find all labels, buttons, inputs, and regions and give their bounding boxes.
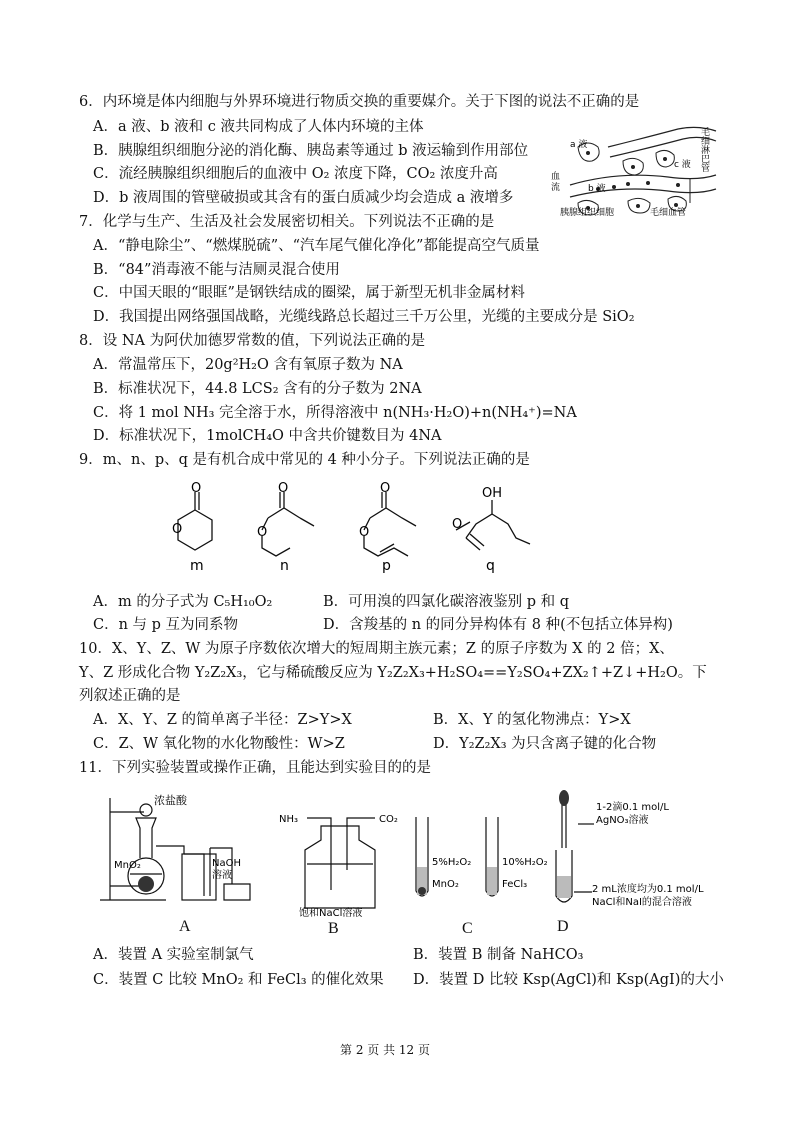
q9-structures: [150, 480, 550, 572]
label-b-fluid: b 液: [588, 184, 606, 194]
nh3-label: NH₃: [279, 814, 299, 825]
nacl-nai-mixture-label: NaCl和NaI的混合溶液: [592, 897, 692, 908]
agno3-drops-label: 1-2滴0.1 mol/L: [596, 802, 669, 813]
q11-option-c: C．装置 C 比较 MnO₂ 和 FeCl₃ 的催化效果: [93, 972, 384, 988]
fecl3-label: FeCl₃: [502, 879, 528, 890]
label-a-fluid: a 液: [570, 140, 588, 150]
q8-stem: 8．设 NA 为阿伏加德罗常数的值，下列说法正确的是: [79, 333, 426, 349]
conc-hcl-label: 浓盐酸: [154, 794, 187, 807]
q11-option-a: A．装置 A 实验室制氯气: [93, 947, 254, 963]
q9-option-b: B．可用溴的四氯化碳溶液鉴别 p 和 q: [323, 594, 570, 610]
label-q: q: [486, 558, 495, 574]
q6-stem: 6．内环境是体内细胞与外界环境进行物质交换的重要媒介。关于下图的说法不正确的是: [79, 94, 640, 110]
n-carbonyl-o: O: [278, 481, 289, 496]
nacl-solution-label: 饱和NaCl溶液: [299, 908, 363, 919]
naoh-solution-label: 溶液: [212, 870, 232, 881]
p-ester-o: O: [359, 525, 370, 540]
q8-option-a: A．常温常压下，20g²H₂O 含有氧原子数为 NA: [93, 357, 403, 373]
q10-option-d: D．Y₂Z₂X₃ 为只含离子键的化合物: [433, 736, 657, 752]
apparatus-a: [96, 788, 276, 908]
mno2-label: MnO₂: [114, 860, 141, 871]
q9-option-c: C．n 与 p 互为同系物: [93, 617, 239, 633]
apparatus-b-label: B: [328, 920, 339, 937]
q8-option-c: C．将 1 mol NH₃ 完全溶于水，所得溶液中 n(NH₃·H₂O)+n(NH₄⁺)=NA: [93, 405, 577, 421]
label-blood-2: 流: [551, 183, 561, 193]
q11-option-d: D．装置 D 比较 Ksp(AgCl)和 Ksp(AgI)的大小: [413, 972, 724, 988]
q10-option-c: C．Z、W 氧化物的水化物酸性：W>Z: [93, 736, 345, 752]
label-m: m: [190, 558, 204, 574]
apparatus-c: [408, 815, 548, 905]
q9-option-d: D．含羧基的 n 的同分异构体有 8 种(不包括立体异构): [323, 617, 673, 633]
apparatus-b: [275, 800, 405, 918]
q9-option-a: A．m 的分子式为 C₅H₁₀O₂: [93, 594, 273, 610]
naoh-label: NaOH: [212, 858, 241, 869]
label-lymph-vessel: 毛细淋巴管: [699, 127, 709, 172]
q7-option-b: B．“84”消毒液不能与洁厕灵混合使用: [93, 262, 340, 278]
q10-line-3: 列叙述正确的是: [79, 688, 181, 704]
q-hydroxyl: OH: [482, 486, 503, 501]
q6-option-c: C．流经胰腺组织细胞后的血液中 O₂ 浓度下降，CO₂ 浓度升高: [93, 166, 498, 182]
q11-stem: 11．下列实验装置或操作正确，且能达到实验目的的是: [79, 760, 431, 776]
q10-option-a: A．X、Y、Z 的简单离子半径：Z>Y>X: [93, 712, 352, 728]
q8-option-d: D．标准状况下，1molCH₄O 中含共价键数目为 4NA: [93, 428, 442, 444]
q7-option-c: C．中国天眼的“眼眶”是钢铁结成的圈梁，属于新型无机非金属材料: [93, 285, 525, 301]
mixture-conc-label: 2 mL浓度均为0.1 mol/L: [592, 884, 704, 895]
p-carbonyl-o: O: [380, 481, 391, 496]
q9-stem: 9．m、n、p、q 是有机合成中常见的 4 种小分子。下列说法正确的是: [79, 452, 530, 468]
co2-label: CO₂: [379, 814, 398, 825]
q7-option-a: A．“静电除尘”、“燃煤脱硫”、“汽车尾气催化净化”都能提高空气质量: [93, 238, 540, 254]
n-ester-o: O: [257, 525, 268, 540]
q6-option-a: A．a 液、b 液和 c 液共同构成了人体内环境的主体: [93, 119, 424, 135]
apparatus-c-label: C: [462, 920, 473, 937]
q6-tissue-diagram: [548, 117, 718, 217]
apparatus-d-label: D: [557, 918, 569, 935]
label-p: p: [382, 558, 391, 574]
q10-line-1: 10．X、Y、Z、W 为原子序数依次增大的短周期主族元素；Z 的原子序数为 X 的 2 倍；X、: [79, 641, 674, 657]
m-ring-o: O: [172, 522, 183, 537]
q10-line-2: Y、Z 形成化合物 Y₂Z₂X₃，它与稀硫酸反应为 Y₂Z₂X₃+H₂SO₄==Y₂SO₄+ZX₂↑+Z↓+H₂O。下: [79, 665, 707, 681]
label-pancreatic-cell: 胰腺组织细胞: [560, 208, 615, 218]
label-capillary: 毛细血管: [650, 208, 687, 218]
q6-option-b: B．胰腺组织细胞分泌的消化酶、胰岛素等通过 b 液运输到作用部位: [93, 143, 529, 159]
label-c-fluid: c 液: [674, 160, 691, 170]
q8-option-b: B．标准状况下，44.8 LCS₂ 含有的分子数为 2NA: [93, 381, 422, 397]
apparatus-d: [548, 788, 728, 910]
q-carbonyl-o: O: [452, 517, 463, 532]
q6-option-d: D．b 液周围的管壁破损或其含有的蛋白质减少均会造成 a 液增多: [93, 190, 514, 206]
q11-option-b: B．装置 B 制备 NaHCO₃: [413, 947, 584, 963]
q10-option-b: B．X、Y 的氢化物沸点：Y>X: [433, 712, 631, 728]
mno2-c-label: MnO₂: [432, 879, 459, 890]
agno3-solution-label: AgNO₃溶液: [596, 815, 649, 826]
page-footer: 第 2 页 共 12 页: [340, 1043, 430, 1057]
m-carbonyl-o: O: [191, 481, 202, 496]
h2o2-10-label: 10%H₂O₂: [502, 857, 548, 868]
label-n: n: [280, 558, 289, 574]
apparatus-a-label: A: [179, 918, 191, 935]
h2o2-5-label: 5%H₂O₂: [432, 857, 472, 868]
q7-stem: 7．化学与生产、生活及社会发展密切相关。下列说法不正确的是: [79, 214, 495, 230]
q7-option-d: D．我国提出网络强国战略，光缆线路总长超过三千万公里，光缆的主要成分是 SiO₂: [93, 309, 635, 325]
label-blood-1: 血: [551, 172, 561, 182]
